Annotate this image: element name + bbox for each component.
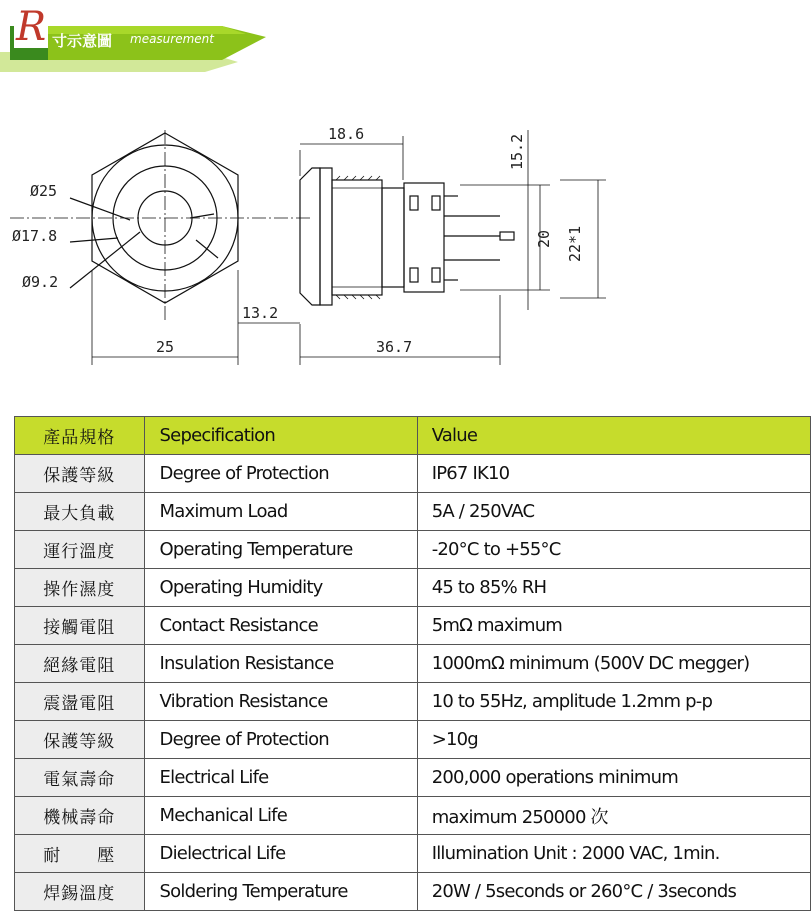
dim-h20: 20 (535, 229, 553, 248)
row-spec: Electrical Life (144, 759, 417, 797)
table-row (15, 759, 811, 797)
banner-title-en: measurement (130, 32, 214, 46)
dim-l15-2: 15.2 (508, 133, 526, 170)
row-label-cn: 運行溫度 (15, 531, 145, 569)
row-spec: Mechanical Life (144, 797, 417, 835)
row-label-cn: 震盪電阻 (15, 683, 145, 721)
dim-d9-2: Ø9.2 (22, 273, 59, 291)
dim-l13-2: 13.2 (242, 304, 279, 322)
banner-title-cn: 寸示意圖 (52, 32, 113, 50)
row-value: 10 to 55Hz, amplitude 1.2mm p-p (417, 683, 810, 721)
header-cell-cn: 產品規格 (15, 417, 145, 455)
dim-h22: 22*1 (566, 225, 584, 262)
row-value: Illumination Unit : 2000 VAC, 1min. (417, 835, 810, 873)
row-label-cn: 最大負載 (15, 493, 145, 531)
row-value: 5A / 250VAC (417, 493, 810, 531)
row-label-cn: 接觸電阻 (15, 607, 145, 645)
row-value: >10g (417, 721, 810, 759)
table-row (15, 493, 811, 531)
row-label-cn: 保護等級 (15, 721, 145, 759)
row-spec: Dielectrical Life (144, 835, 417, 873)
dim-l18-6: 18.6 (328, 125, 365, 143)
row-label-cn: 保護等級 (15, 455, 145, 493)
row-label-cn: 耐 壓 (15, 835, 145, 873)
row-label-cn: 機械壽命 (15, 797, 145, 835)
row-value: 20W / 5seconds or 260°C / 3seconds (417, 873, 810, 911)
table-row (15, 569, 811, 607)
logo-r-icon: R (16, 4, 47, 50)
header-banner (0, 0, 811, 80)
table-row (15, 873, 811, 911)
dimension-drawing (0, 110, 811, 380)
spec-table-header (15, 417, 811, 455)
table-row (15, 683, 811, 721)
row-spec: Soldering Temperature (144, 873, 417, 911)
row-label-cn: 操作濕度 (15, 569, 145, 607)
row-label-cn: 焊錫溫度 (15, 873, 145, 911)
row-spec: Operating Temperature (144, 531, 417, 569)
table-row (15, 607, 811, 645)
row-spec: Vibration Resistance (144, 683, 417, 721)
dim-l36-7: 36.7 (376, 338, 413, 356)
row-label-cn: 電氣壽命 (15, 759, 145, 797)
row-spec: Operating Humidity (144, 569, 417, 607)
row-spec: Maximum Load (144, 493, 417, 531)
row-value: 5mΩ maximum (417, 607, 810, 645)
row-value: 1000mΩ minimum (500V DC megger) (417, 645, 810, 683)
table-row (15, 645, 811, 683)
row-spec: Contact Resistance (144, 607, 417, 645)
row-value: 45 to 85% RH (417, 569, 810, 607)
row-value: IP67 IK10 (417, 455, 810, 493)
row-spec: Insulation Resistance (144, 645, 417, 683)
row-value: 200,000 operations minimum (417, 759, 810, 797)
table-row (15, 797, 811, 835)
table-row (15, 835, 811, 873)
table-row (15, 721, 811, 759)
row-value: maximum 250000 次 (417, 797, 810, 835)
row-label-cn: 絕緣電阻 (15, 645, 145, 683)
dim-d25: Ø25 (30, 182, 58, 200)
row-spec: Degree of Protection (144, 721, 417, 759)
header-cell-value: Value (417, 417, 810, 455)
dim-w25: 25 (156, 338, 175, 356)
row-value: -20°C to +55°C (417, 531, 810, 569)
table-row (15, 455, 811, 493)
table-row (15, 531, 811, 569)
header-cell-spec: Sepecification (144, 417, 417, 455)
row-spec: Degree of Protection (144, 455, 417, 493)
spec-table (14, 416, 811, 911)
dim-d17-8: Ø17.8 (12, 227, 58, 245)
